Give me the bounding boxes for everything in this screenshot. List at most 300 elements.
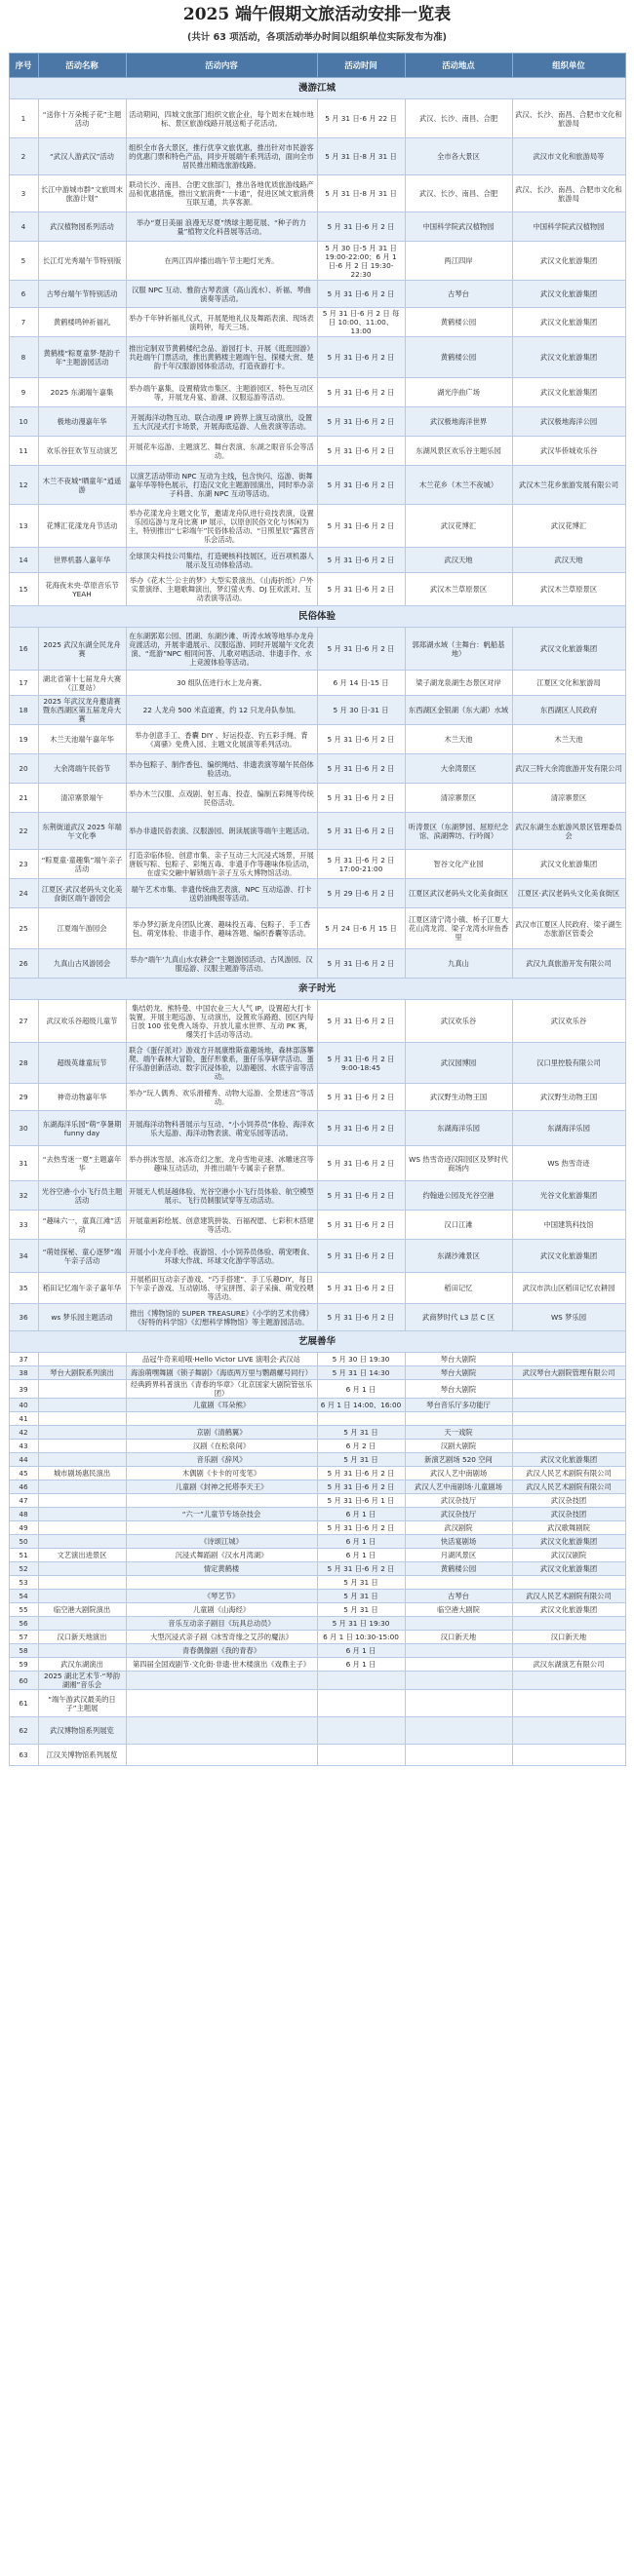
cell-time: 5 月 29 日-6 月 2 日 <box>317 879 405 908</box>
cell-org <box>512 1644 625 1658</box>
cell-content <box>126 1576 317 1590</box>
cell-content: 海浪萌嘿舞剧《锁子舞剧》（海底两万里与鹦鹉螺号同行） <box>126 1366 317 1380</box>
cell-time: 5 月 31 日-6 月 2 日 <box>317 1181 405 1211</box>
cell-content: 打造亲临体验、创意市集、亲子互动三大沉浸式场景，开展唐版写粽、包粽子、彩绳五毒、非遗手作等趣味体验活动，在虚实交融中解锁端午亲子互乐大博物馆活动。 <box>126 850 317 879</box>
cell-time: 5 月 31 日-6 月 2 日 <box>317 1521 405 1535</box>
cell-content: 举办千年钟祈福礼仪式，开展楚地礼仪及舞蹈表演、现场表演鸣钟，每天三场。 <box>126 308 317 337</box>
cell-content: 儿童剧《山海经》 <box>126 1603 317 1617</box>
cell-org: 光谷文化旅游集团 <box>512 1181 625 1211</box>
cell-org: 中国建筑科技馆 <box>512 1211 625 1240</box>
cell-no: 2 <box>9 138 38 175</box>
cell-place <box>405 1745 512 1766</box>
table-row <box>9 1717 625 1745</box>
table-row <box>9 1440 625 1453</box>
cell-no: 16 <box>9 628 38 671</box>
cell-time: 5 月 30 日 19:30 <box>317 1353 405 1366</box>
table-row <box>9 1426 625 1440</box>
cell-place: 稻田记忆 <box>405 1273 512 1304</box>
cell-org: 武汉文化旅游集团 <box>512 1603 625 1617</box>
cell-place: 武汉人艺中南剧场 <box>405 1467 512 1480</box>
cell-name <box>38 1508 126 1521</box>
cell-content: 儿童剧《耳朵熊》 <box>126 1399 317 1412</box>
cell-content: 举办《花木兰·公主的梦》大型实景演出、《山海折纸》户外实景演绎、主题歌舞演出，梦幻萤火秀、DJ 狂欢派对、互动表演等活动。 <box>126 573 317 606</box>
cell-org <box>512 1745 625 1766</box>
cell-org: 武汉东湖演艺有限公司 <box>512 1658 625 1672</box>
cell-no: 49 <box>9 1521 38 1535</box>
cell-no: 27 <box>9 1000 38 1043</box>
cell-content: 推出定制双节黄鹤楼纪念品、游园打卡、开展《逛逛园游》共赴端午门票活动，推出黄鹤楼主题端午包、探楼大赏、楚韵千年汉服游园体验活动，打造夜游打卡。 <box>126 337 317 378</box>
cell-place: 古琴台 <box>405 281 512 308</box>
cell-time: 6 月 1 日 <box>317 1549 405 1562</box>
cell-place <box>405 1576 512 1590</box>
cell-content: 在两江四岸播出端午节主题灯光秀。 <box>126 242 317 281</box>
cell-no: 42 <box>9 1426 38 1440</box>
cell-name: 城市剧场惠民演出 <box>38 1467 126 1480</box>
table-row <box>9 1562 625 1576</box>
cell-time: 5 月 31 日 <box>317 1590 405 1603</box>
cell-place <box>405 1644 512 1658</box>
cell-place: 新演艺剧场 520 空间 <box>405 1453 512 1467</box>
cell-content: 举办梦幻新龙舟团队比赛、趣味投五毒、包粽子、手工香包、萌宠体验、非遗手作、趣味答题、编织香囊等活动。 <box>126 908 317 949</box>
table-row <box>9 505 625 548</box>
cell-place: 武汉野生动物王国 <box>405 1084 512 1111</box>
cell-org: 武汉琴台大剧院管理有限公司 <box>512 1366 625 1380</box>
cell-place: 黄鹤楼公园 <box>405 1562 512 1576</box>
cell-time: 5 月 31 日-6 月 2 日 <box>317 1211 405 1240</box>
cell-content: 推出《博物馆的 SUPER TREASURE》《小学的艺术仿佛》《好特的科学馆》《幻想科学博物馆》等主题游园活动。 <box>126 1304 317 1331</box>
cell-no: 5 <box>9 242 38 281</box>
table-row <box>9 1658 625 1672</box>
cell-org: 武汉华侨城欢乐谷 <box>512 437 625 466</box>
cell-no: 22 <box>9 813 38 850</box>
cell-org: 武汉文化旅游集团 <box>512 1240 625 1273</box>
table-row <box>9 1494 625 1508</box>
cell-org: 武汉文化旅游集团 <box>512 242 625 281</box>
table-row <box>9 1380 625 1399</box>
cell-no: 44 <box>9 1453 38 1467</box>
cell-content <box>126 1494 317 1508</box>
table-row <box>9 1535 625 1549</box>
cell-name: “送你十万朵栀子花”主题活动 <box>38 99 126 138</box>
section-header-row <box>9 78 625 99</box>
cell-no: 20 <box>9 754 38 784</box>
cell-time: 6 月 1 日 <box>317 1644 405 1658</box>
cell-org: 武汉东湖生态旅游风景区管理委员会 <box>512 813 625 850</box>
cell-place: 约翰逊公园及光谷空港 <box>405 1181 512 1211</box>
cell-org: 江夏区文化和旅游局 <box>512 671 625 696</box>
cell-time: 5 月 31 日-6 月 2 日 <box>317 1084 405 1111</box>
table-row <box>9 437 625 466</box>
cell-place: 琴台大剧院 <box>405 1353 512 1366</box>
cell-no: 30 <box>9 1111 38 1146</box>
cell-time: 5 月 31 日-6 月 2 日 <box>317 1467 405 1480</box>
cell-name <box>38 1617 126 1631</box>
cell-name <box>38 1494 126 1508</box>
cell-place: 湖光序曲广场 <box>405 378 512 407</box>
cell-name: 武汉博物馆系列展览 <box>38 1717 126 1745</box>
cell-content: 活动期间，四城文旅部门组织文旅企业，每个周末在城市地标、景区旅游线路开展送栀子花活动。 <box>126 99 317 138</box>
cell-time: 6 月 14 日-15 日 <box>317 671 405 696</box>
cell-no: 7 <box>9 308 38 337</box>
cell-name: 2025 湖北艺术节·“琴韵湖湘”音乐会 <box>38 1672 126 1690</box>
cell-content: 汉剧《在松泉间》 <box>126 1440 317 1453</box>
cell-place: 智谷文化产业园 <box>405 850 512 879</box>
cell-org: 清凉寨景区 <box>512 784 625 813</box>
cell-no: 56 <box>9 1617 38 1631</box>
table-row <box>9 308 625 337</box>
section-title: 艺展善华 <box>9 1331 625 1353</box>
cell-name <box>38 1562 126 1576</box>
cell-name: 江夏端午游园会 <box>38 908 126 949</box>
section-title: 漫游江城 <box>9 78 625 99</box>
cell-org <box>512 1353 625 1366</box>
cell-no: 6 <box>9 281 38 308</box>
cell-org: 武汉极地海洋公园 <box>512 407 625 437</box>
cell-place: 武汉花博汇 <box>405 505 512 548</box>
cell-place <box>405 1617 512 1631</box>
cell-content: 青春偶像剧《我的青春》 <box>126 1644 317 1658</box>
cell-place: 江夏区清宁湾小镇、桥子江夏大花山湾龙湾、梁子龙湾水岸鱼香里 <box>405 908 512 949</box>
cell-no: 52 <box>9 1562 38 1576</box>
cell-content: 经典跨界科普演出《青春的华章》（北京国家大剧院管弦乐团） <box>126 1380 317 1399</box>
cell-place: 听涛景区（东湖梦园、屈原纪念馆、滨湖牌坊、行吟阁） <box>405 813 512 850</box>
cell-content: 开展海洋动物科普展示与互动、“小小饲养员”体验、海洋欢乐大巡游、海洋动物表演、萌宠乐园等活动。 <box>126 1111 317 1146</box>
cell-org: 武汉市文化和旅游局等 <box>512 138 625 175</box>
cell-time: 5 月 31 日-6 月 2 日 <box>317 1480 405 1494</box>
cell-content: 沉浸式舞蹈剧《汉水月湾湖》 <box>126 1549 317 1562</box>
cell-name: 武汉东湖演出 <box>38 1658 126 1672</box>
cell-no: 50 <box>9 1535 38 1549</box>
cell-time: 5 月 31 日-6 月 2 日 <box>317 949 405 979</box>
cell-name: 稻田记忆端午亲子嘉年华 <box>38 1273 126 1304</box>
cell-place <box>405 1412 512 1426</box>
cell-place: 快活宴剧场 <box>405 1535 512 1549</box>
cell-time: 5 月 31 日 <box>317 1603 405 1617</box>
table-row <box>9 1043 625 1084</box>
cell-time: 5 月 31 日 <box>317 1453 405 1467</box>
table-row <box>9 754 625 784</box>
cell-no: 55 <box>9 1603 38 1617</box>
cell-place: 梁子湖龙泉湖生态景区对岸 <box>405 671 512 696</box>
page-title: 2025 端午假期文旅活动安排一览表 <box>182 5 452 24</box>
table-row <box>9 1084 625 1111</box>
cell-place: 武汉园博园 <box>405 1043 512 1084</box>
cell-place: 郭郑湖水域（主舞台：帆船基地） <box>405 628 512 671</box>
cell-time: 5 月 31 日-6 月 1 日 <box>317 1494 405 1508</box>
cell-content <box>126 1690 317 1717</box>
cell-no: 46 <box>9 1480 38 1494</box>
cell-org <box>512 1617 625 1631</box>
cell-org: 武汉市洪山区稻田记忆农耕园 <box>512 1273 625 1304</box>
cell-no: 62 <box>9 1717 38 1745</box>
cell-org <box>512 1690 625 1717</box>
cell-org: 江夏区·武汉老码头文化美食街区 <box>512 879 625 908</box>
cell-name: 临空港大剧院演出 <box>38 1603 126 1617</box>
cell-content: 汉服 NPC 互动、雅韵古琴表演（高山流水）、祈福、琴曲演奏等活动。 <box>126 281 317 308</box>
cell-content: 30 组队伍进行水上龙舟赛。 <box>126 671 317 696</box>
cell-name: 武汉植物园系列活动 <box>38 212 126 242</box>
cell-org: 武汉文化旅游集团 <box>512 281 625 308</box>
cell-time <box>317 1690 405 1717</box>
cell-org: 武汉文化旅游集团 <box>512 628 625 671</box>
table-row <box>9 1480 625 1494</box>
cell-content: 以演艺活动带动 NPC 互动为主线，包含快闪、巡游、街舞嘉年华等特色展示，打造汉文化主题游园演出，同时举办亲子科普、东湖 NPC 互动等活动。 <box>126 466 317 505</box>
cell-content: 第四届全国戏剧节·文化街·非遗·世木楼演出《戏鼎主子》 <box>126 1658 317 1672</box>
cell-time: 5 月 30 日-5 月 31 日 19:00-22:00；6 月 1 日-6 月 2 日 19:30-22:30 <box>317 242 405 281</box>
cell-time: 5 月 31 日-6 月 2 日 <box>317 1273 405 1304</box>
cell-org <box>512 1717 625 1745</box>
cell-name: 神奇动物嘉年华 <box>38 1084 126 1111</box>
cell-content: “六一”儿童节专场杂技会 <box>126 1508 317 1521</box>
cell-name <box>38 1480 126 1494</box>
cell-name: 超级英雄童玩节 <box>38 1043 126 1084</box>
cell-no: 8 <box>9 337 38 378</box>
cell-time <box>317 1412 405 1426</box>
cell-content: 在东湖郭郑公园、团湖、东湖沙滩、听涛水域等地举办龙舟竞渡活动，开展非遗展示、汉服巡游、同时开展端午文化表演、“逛游”NPC 相同问答、儿歌对唱活动、非遗手作、水上竞渡体验等活动。 <box>126 628 317 671</box>
cell-name: 湖北省第十七届龙舟大赛（江夏站） <box>38 671 126 696</box>
cell-content: 举办“夏日美丽 浪漫无尽夏”绣球主题花展、“种子的力量”植物文化科普展等活动。 <box>126 212 317 242</box>
header-cell: 活动时间 <box>317 54 405 78</box>
cell-time: 5 月 31 日-6 月 2 日 <box>317 378 405 407</box>
cell-name: 九真山古风游园会 <box>38 949 126 979</box>
cell-content: 开展花车巡游、主题演艺、舞台表演、东湖之眼音乐会等活动。 <box>126 437 317 466</box>
section-header-row <box>9 979 625 1000</box>
cell-no: 4 <box>9 212 38 242</box>
cell-name: 琴台大剧院系列演出 <box>38 1366 126 1380</box>
table-row <box>9 548 625 573</box>
cell-time: 5 月 31 日-6 月 22 日 <box>317 99 405 138</box>
cell-name <box>38 1590 126 1603</box>
cell-content: 开展无人机延越体验、光谷空港小小飞行员体验、航空模型展示、飞行员制服试穿等互动活动。 <box>126 1181 317 1211</box>
table-row <box>9 1467 625 1480</box>
cell-place: 两江四岸 <box>405 242 512 281</box>
cell-no: 33 <box>9 1211 38 1240</box>
cell-name: 长江灯光秀端午节特别版 <box>38 242 126 281</box>
table-row <box>9 949 625 979</box>
cell-content: 《诗颂江城》 <box>126 1535 317 1549</box>
cell-org <box>512 1440 625 1453</box>
table-row <box>9 813 625 850</box>
table-row <box>9 1181 625 1211</box>
cell-org: 武汉市江夏区人民政府、梁子湖生态旅游区管委会 <box>512 908 625 949</box>
cell-no: 24 <box>9 879 38 908</box>
cell-no: 40 <box>9 1399 38 1412</box>
table-row <box>9 628 625 671</box>
cell-place: 东西湖区金银湖（东大湖）水域 <box>405 696 512 725</box>
header-cell: 活动内容 <box>126 54 317 78</box>
cell-org <box>512 1672 625 1690</box>
cell-org: 武汉花博汇 <box>512 505 625 548</box>
cell-name: “端午游武汉最美的日子”主题展 <box>38 1690 126 1717</box>
cell-no: 1 <box>9 99 38 138</box>
table-row <box>9 908 625 949</box>
cell-name <box>38 1440 126 1453</box>
cell-time: 5 月 31 日-6 月 2 日 <box>317 212 405 242</box>
cell-no: 23 <box>9 850 38 879</box>
table-row <box>9 1690 625 1717</box>
cell-no: 59 <box>9 1658 38 1672</box>
cell-content: 集结奶龙、熊特曼、中国农业三大人气 IP，设置超大打卡装置，开展主题巡游、互动演出，设置欢乐路跑、园区内每日放 100 张免费入场券、开放儿童水世界、互动 PK 赛，爆笑打卡活动等活动。 <box>126 1000 317 1043</box>
cell-name: 长江中游城市群“文旅周末旅游计划” <box>38 175 126 212</box>
cell-name: 古琴台端午节特别活动 <box>38 281 126 308</box>
table-row <box>9 1000 625 1043</box>
table-row <box>9 281 625 308</box>
cell-time: 5 月 31 日-6 月 2 日 <box>317 1000 405 1043</box>
cell-time: 6 月 2 日 <box>317 1440 405 1453</box>
table-row <box>9 696 625 725</box>
cell-place: 武汉极地海洋世界 <box>405 407 512 437</box>
cell-time: 5 月 31 日 <box>317 1426 405 1440</box>
cell-place: 琴台大剧院 <box>405 1380 512 1399</box>
cell-no: 17 <box>9 671 38 696</box>
cell-org: 东湖海洋乐园 <box>512 1111 625 1146</box>
table-row <box>9 1576 625 1590</box>
section-title: 民俗体验 <box>9 606 625 628</box>
cell-name <box>38 1576 126 1590</box>
cell-name <box>38 1644 126 1658</box>
cell-time: 6 月 1 日 <box>317 1380 405 1399</box>
cell-no: 38 <box>9 1366 38 1380</box>
cell-no: 10 <box>9 407 38 437</box>
cell-content: 情定黄鹤楼 <box>126 1562 317 1576</box>
cell-place: 月湖风景区 <box>405 1549 512 1562</box>
cell-name: ws 梦乐园主题活动 <box>38 1304 126 1331</box>
cell-time: 5 月 31 日-6 月 2 日 <box>317 1304 405 1331</box>
cell-no: 47 <box>9 1494 38 1508</box>
cell-no: 60 <box>9 1672 38 1690</box>
cell-no: 21 <box>9 784 38 813</box>
cell-content: 举办“玩人偶秀、欢乐滑稽秀、动物大巡游、全景迷宫”等活动。 <box>126 1084 317 1111</box>
cell-content: 开展海洋动物互动、联合动漫 IP 跨界上演互动演出，设置五大沉浸式打卡场景，开展海底巡游、人鱼表演等活动。 <box>126 407 317 437</box>
cell-time: 5 月 31 日-6 月 2 日 9:00-18:45 <box>317 1043 405 1084</box>
cell-org: 武汉文化旅游集团 <box>512 308 625 337</box>
cell-time: 5 月 31 日-6 月 2 日 <box>317 281 405 308</box>
cell-place: 武汉杂技厅 <box>405 1494 512 1508</box>
cell-time: 6 月 1 日 10:30-15:00 <box>317 1631 405 1644</box>
cell-place: 大余湾景区 <box>405 754 512 784</box>
cell-place: 木兰花乡（木兰不夜城） <box>405 466 512 505</box>
cell-time: 5 月 31 日-6 月 2 日 <box>317 573 405 606</box>
table-row <box>9 1111 625 1146</box>
cell-org: 武汉三特大余湾旅游开发有限公司 <box>512 754 625 784</box>
cell-content: 全球顶尖科技公司集结，打造硬核科技展区，近百项机器人展示及互动体验活动。 <box>126 548 317 573</box>
cell-content: 举办“端午‘九真山水农耕会’”主题游园活动、古风游园、汉服巡游、汉服主题游等活动。 <box>126 949 317 979</box>
table-row <box>9 1631 625 1644</box>
cell-content: 京剧《清鹤翼》 <box>126 1426 317 1440</box>
cell-place <box>405 1690 512 1717</box>
cell-no: 61 <box>9 1690 38 1717</box>
cell-place: 天一戏院 <box>405 1426 512 1440</box>
cell-time <box>317 1745 405 1766</box>
cell-content: 音乐剧《辞风》 <box>126 1453 317 1467</box>
cell-org <box>512 1380 625 1399</box>
cell-name: 光谷空港·小小飞行员主题活动 <box>38 1181 126 1211</box>
cell-time: 5 月 31 日-6 月 2 日 <box>317 466 405 505</box>
table-row <box>9 466 625 505</box>
cell-name <box>38 1521 126 1535</box>
cell-content <box>126 1717 317 1745</box>
cell-org: 武汉文化旅游集团 <box>512 1453 625 1467</box>
cell-org: 武汉杂技团 <box>512 1508 625 1521</box>
cell-time: 5 月 31 日-8 月 31 日 <box>317 175 405 212</box>
cell-no: 63 <box>9 1745 38 1766</box>
cell-org: 武汉木兰花乡旅游发展有限公司 <box>512 466 625 505</box>
table-row <box>9 1273 625 1304</box>
table-row <box>9 1644 625 1658</box>
cell-name <box>38 1426 126 1440</box>
cell-content: 音乐互动亲子剧目《玩具总动员》 <box>126 1617 317 1631</box>
cell-place <box>405 1672 512 1690</box>
cell-content: 举办创意手工、香囊 DIY 、好运投壶、钓五彩手绳、背《离骚》免费入园、主题文化展演等系列活动。 <box>126 725 317 754</box>
cell-place: 琴台音乐厅多功能厅 <box>405 1399 512 1412</box>
cell-name: 东荆街道武汉 2025 年端午文化季 <box>38 813 126 850</box>
table-row <box>9 407 625 437</box>
cell-content <box>126 1672 317 1690</box>
cell-place: 武汉人艺中南剧场·儿童剧场 <box>405 1480 512 1494</box>
section-header-row <box>9 1331 625 1353</box>
cell-org: WS 梦乐园 <box>512 1304 625 1331</box>
table-row <box>9 879 625 908</box>
header-cell: 序号 <box>9 54 38 78</box>
cell-org <box>512 1399 625 1412</box>
table-row <box>9 242 625 281</box>
cell-place: 东湖海洋乐园 <box>405 1111 512 1146</box>
cell-no: 53 <box>9 1576 38 1590</box>
cell-name: “武汉人游武汉”活动 <box>38 138 126 175</box>
cell-place: 武汉欢乐谷 <box>405 1000 512 1043</box>
cell-name: “粽夏童·童趣集”端午亲子活动 <box>38 850 126 879</box>
cell-org: 武汉天地 <box>512 548 625 573</box>
cell-no: 12 <box>9 466 38 505</box>
cell-time: 5 月 31 日-6 月 2 日 <box>317 1562 405 1576</box>
table-body <box>9 78 625 1766</box>
cell-org: 武汉人民艺术剧院有限公司 <box>512 1590 625 1603</box>
cell-place: 全市各大景区 <box>405 138 512 175</box>
cell-name: 黄鹤楼鸣钟祈福礼 <box>38 308 126 337</box>
cell-content: 大型沉浸式亲子剧《冰雪奇缘之艾莎的魔法》 <box>126 1631 317 1644</box>
activity-table <box>9 53 626 1766</box>
table-row <box>9 1549 625 1562</box>
cell-org: 武汉杂技团 <box>512 1494 625 1508</box>
cell-time: 5 月 31 日-6 月 2 日 <box>317 1146 405 1181</box>
cell-place: 武汉剧院 <box>405 1521 512 1535</box>
cell-org: 武汉人民艺术剧院有限公司 <box>512 1480 625 1494</box>
cell-name: “去热雪迷一夏”主题嘉年华 <box>38 1146 126 1181</box>
cell-name: “趣味六一，童真江滩”活动 <box>38 1211 126 1240</box>
cell-place: 中国科学院武汉植物园 <box>405 212 512 242</box>
cell-time: 5 月 31 日-8 月 31 日 <box>317 138 405 175</box>
cell-name: 欢乐谷狂欢节互动演艺 <box>38 437 126 466</box>
table-row <box>9 1353 625 1366</box>
cell-content: 品冠牛奇来咱哦·Hello Victor LIVE 演唱会·武汉站 <box>126 1353 317 1366</box>
cell-place: 汉口江滩 <box>405 1211 512 1240</box>
cell-content: 开展稻田互动亲子游戏、“巧手搭建”、手工乐趣DIY，每日下午亲子游戏、互动剧场、寻宝拼图、亲子采摘、萌宠投喂等活动。 <box>126 1273 317 1304</box>
cell-name: 花博汇花漾龙舟节活动 <box>38 505 126 548</box>
cell-org: 武汉、长沙、南昌、合肥市文化和旅游局 <box>512 175 625 212</box>
cell-name <box>38 1453 126 1467</box>
cell-place: 清凉寨景区 <box>405 784 512 813</box>
cell-name: 黄鹤楼“粽夏童梦·楚韵千年”主题游园活动 <box>38 337 126 378</box>
table-row <box>9 725 625 754</box>
table-row <box>9 138 625 175</box>
cell-time: 5 月 31 日-6 月 2 日 <box>317 505 405 548</box>
cell-name: 江汉关博物馆系列展览 <box>38 1745 126 1766</box>
cell-no: 36 <box>9 1304 38 1331</box>
cell-content <box>126 1412 317 1426</box>
table-row <box>9 1399 625 1412</box>
table-row <box>9 1304 625 1331</box>
cell-name: 木兰天池端午嘉年华 <box>38 725 126 754</box>
